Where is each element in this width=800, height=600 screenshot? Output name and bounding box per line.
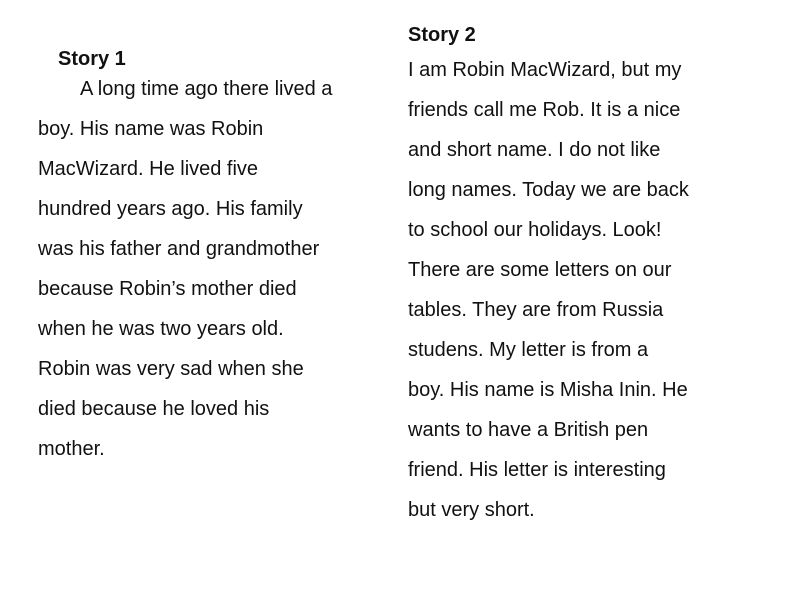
story-1-line: when he was two years old. [38, 318, 284, 340]
story-1-line: Robin was very sad when she [38, 358, 304, 380]
story-1-text [38, 74, 378, 469]
story-1-line: hundred years ago. His family [38, 198, 303, 220]
story-2-line: to school our holidays. Look! [408, 219, 662, 241]
story-2-title: Story 2 [408, 24, 476, 46]
story-1-line: MacWizard. He lived five [38, 158, 259, 180]
story-1-line: died because he loved his [38, 398, 270, 420]
story-2-line: There are some letters on our [408, 259, 672, 281]
story-1-title: Story 1 [58, 48, 126, 70]
story-2-line: I am Robin MacWizard, but my [408, 59, 682, 81]
story-2-line: friend. His letter is interesting [408, 459, 666, 481]
story-2-line: but very short. [408, 499, 535, 521]
story-2-line: boy. His name is Misha Inin. He [408, 379, 688, 401]
story-1-line: boy. His name was Robin [38, 118, 264, 140]
story-2-line: studens. My letter is from a [408, 339, 649, 361]
story-1-line: mother. [38, 438, 105, 460]
story-2-line: friends call me Rob. It is a nice [408, 99, 681, 121]
story-2-line: wants to have a British pen [408, 419, 649, 441]
story-2-line: tables. They are from Russia [408, 299, 664, 321]
story-1-line: A long time ago there lived a [80, 78, 333, 100]
story-2-text [408, 55, 748, 530]
story-1-line: was his father and grandmother [38, 238, 320, 260]
story-2-column [408, 20, 748, 530]
story-1-column [38, 44, 378, 469]
story-2-line: and short name. I do not like [408, 139, 661, 161]
story-2-line: long names. Today we are back [408, 179, 689, 201]
story-1-line: because Robin’s mother died [38, 278, 297, 300]
